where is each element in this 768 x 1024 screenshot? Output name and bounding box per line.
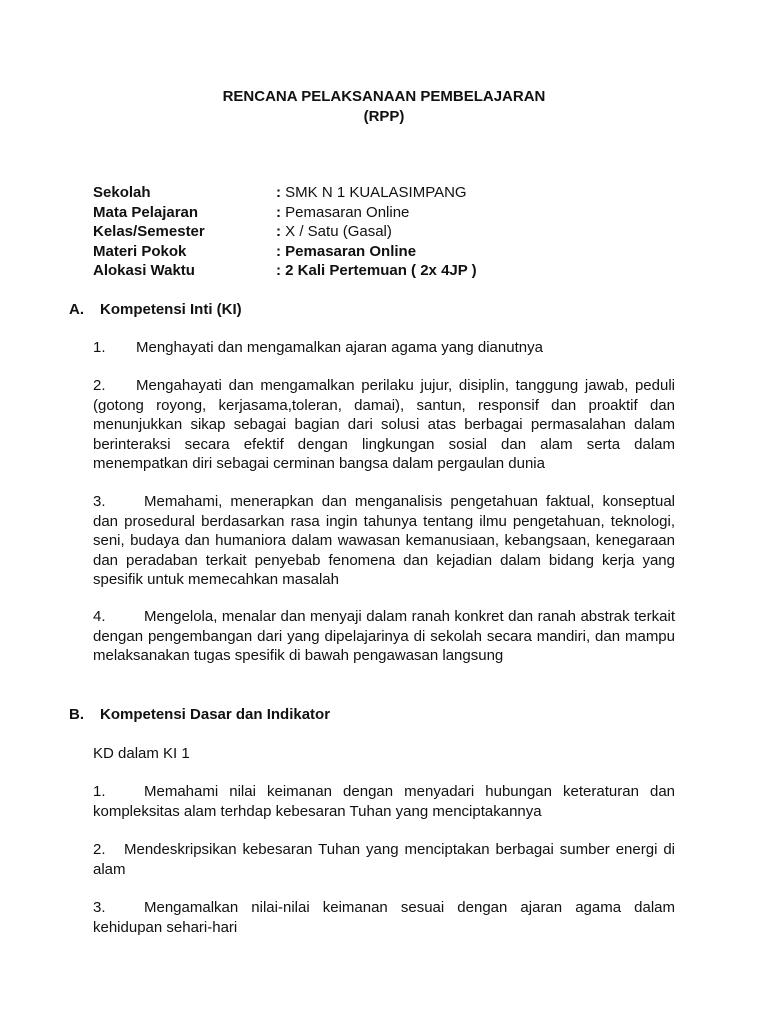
identity-row-mata-pelajaran [93,203,693,223]
item-text: Memahami nilai keimanan dengan menyadari hubungan keteraturan dan kompleksitas alam terhdap kebesaran Tuhan yang menciptakannya [93,783,675,820]
item-text: Mendeskripsikan kebesaran Tuhan yang menciptakan berbagai sumber energi di alam [93,841,675,878]
kd-item-2 [93,840,675,879]
identity-row-sekolah [93,183,693,203]
section-letter: B. [69,706,84,723]
item-number: 1. [93,783,106,800]
item-number: 2. [93,841,106,858]
identity-value [276,261,477,281]
document-subtitle: (RPP) [363,108,405,125]
identity-label: Materi Pokok [93,242,187,260]
ki-item-3 [93,492,675,590]
identity-table [93,183,693,281]
item-number: 3. [93,899,106,916]
ki-item-2 [93,376,675,474]
identity-value-text: Pemasaran Online [281,242,417,260]
document-title: RENCANA PELAKSANAAN PEMBELAJARAN [222,88,546,105]
item-text: Mengelola, menalar dan menyaji dalam ranah konkret dan ranah abstrak terkait dengan pengembangan dari yang dipelajarinya di sekolah secara mandiri, dan mampu melaksanakan tugas spesifik di bawah pengawasan langsung [93,608,675,664]
identity-value-text: Pemasaran Online [281,203,410,221]
item-text: Mengamalkan nilai-nilai keimanan sesuai dengan ajaran agama dalam kehidupan sehari-hari [93,899,675,936]
item-text: Memahami, menerapkan dan menganalisis pengetahuan faktual, konseptual dan prosedural berdasarkan rasa ingin tahunya tentang ilmu pengetahuan, teknologi, seni, budaya dan humaniora dalam wawasan kemanusiaan, kebangsaan, kenegaraan dan peradaban terkait penyebab fenomena dan kejadian dalam bidang kerja yang spesifik untuk memecahkan masalah [93,493,675,588]
identity-label: Mata Pelajaran [93,203,199,221]
kd-item-1 [93,782,675,821]
section-title: Kompetensi Inti (KI) [100,301,242,318]
ki-item-4 [93,607,675,666]
identity-row-alokasi-waktu [93,261,693,281]
identity-row-kelas-semester [93,222,693,242]
identity-value [276,222,392,242]
identity-colon: : [276,223,281,240]
item-number: 4. [93,608,106,625]
item-number: 2. [93,377,106,394]
section-letter: A. [69,301,84,318]
identity-label: Alokasi Waktu [93,262,195,279]
identity-value [276,242,416,262]
identity-colon: : [276,242,281,260]
identity-row-materi-pokok [93,242,693,262]
ki-item-1 [93,338,675,358]
item-number: 1. [93,339,106,356]
kd-subheading: KD dalam KI 1 [93,745,190,762]
identity-value [276,183,467,203]
identity-value-text: SMK N 1 KUALASIMPANG [281,184,467,201]
section-title: Kompetensi Dasar dan Indikator [100,706,331,723]
identity-value-text: X / Satu (Gasal) [281,223,392,240]
identity-label: Sekolah [93,184,151,201]
identity-label: Kelas/Semester [93,223,205,240]
identity-colon: : [276,184,281,201]
identity-value-text: 2 Kali Pertemuan ( 2x 4JP ) [281,262,477,279]
identity-value [276,203,409,223]
kd-item-3 [93,898,675,937]
item-number: 3. [93,493,106,510]
item-text: Mengahayati dan mengamalkan perilaku jujur, disiplin, tanggung jawab, peduli (gotong royong, kerjasama,toleran, damai), santun, responsif dan proaktif dan menunjukkan sikap sebagai bagian dari solusi atas berbagai permasalahan dalam berinteraksi secara efektif dengan lingkungan sosial dan alam serta dalam menempatkan diri sebagai cerminan bangsa dalam pergaulan dunia [93,377,675,472]
identity-colon: : [276,262,281,279]
identity-colon: : [276,203,281,221]
item-text: Menghayati dan mengamalkan ajaran agama yang dianutnya [136,339,543,356]
